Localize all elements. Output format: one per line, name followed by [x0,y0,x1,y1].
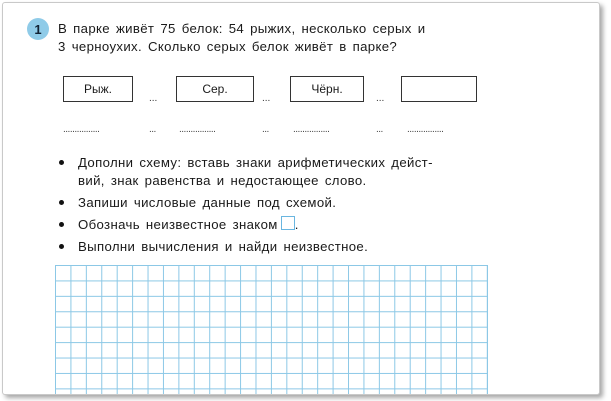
schema-box-label: Чёрн. [311,82,343,96]
schema-box-label: Сер. [202,82,228,96]
schema-gap-dots: ... [262,93,271,104]
separator-dots: ... [262,124,269,135]
bullet-icon [59,200,64,205]
answer-dots[interactable]: ................ [293,124,330,135]
instruction-text: Дополни схему: вставь знаки арифметических дейст- [78,155,433,170]
answer-dots[interactable]: ................ [179,124,216,135]
exercise-card [2,2,600,395]
answer-grid[interactable] [55,265,488,395]
bullet-icon [59,222,64,227]
task-text [58,20,425,56]
bullet-icon [59,244,64,249]
schema-gap-dots: ... [149,93,158,104]
separator-dots: ... [149,124,156,135]
task-number: 1 [34,21,42,37]
instruction-label: Обозначь неизвестное знаком [78,217,278,232]
instruction-item [58,238,433,256]
schema-box-black [290,76,364,102]
square-icon [281,216,295,230]
schema-box-empty[interactable] [401,76,477,102]
schema-box-label: Рыж. [84,82,112,96]
instruction-text: Обозначь неизвестное знаком . [78,217,299,232]
instruction-list [58,154,433,260]
schema-box-grey [176,76,254,102]
instruction-text: Выполни вычисления и найди неизвестное. [78,239,369,254]
task-number-badge [27,18,49,40]
instruction-item [58,154,433,190]
instruction-text: Запиши числовые данные под схемой. [78,195,337,210]
instruction-item [58,216,433,234]
schema-gap-dots: ... [376,93,385,104]
instruction-text: вий, знак равенства и недостающее слово. [78,173,367,188]
instruction-item [58,194,433,212]
schema-box-red [63,76,133,102]
answer-dots[interactable]: ................ [407,124,444,135]
answer-dots[interactable]: ................ [63,124,100,135]
separator-dots: ... [376,124,383,135]
task-line-1: В парке живёт 75 белок: 54 рыжих, несколько серых и [58,21,426,36]
task-line-2: 3 черноухих. Сколько серых белок живёт в парке? [58,39,398,54]
bullet-icon [59,160,64,165]
